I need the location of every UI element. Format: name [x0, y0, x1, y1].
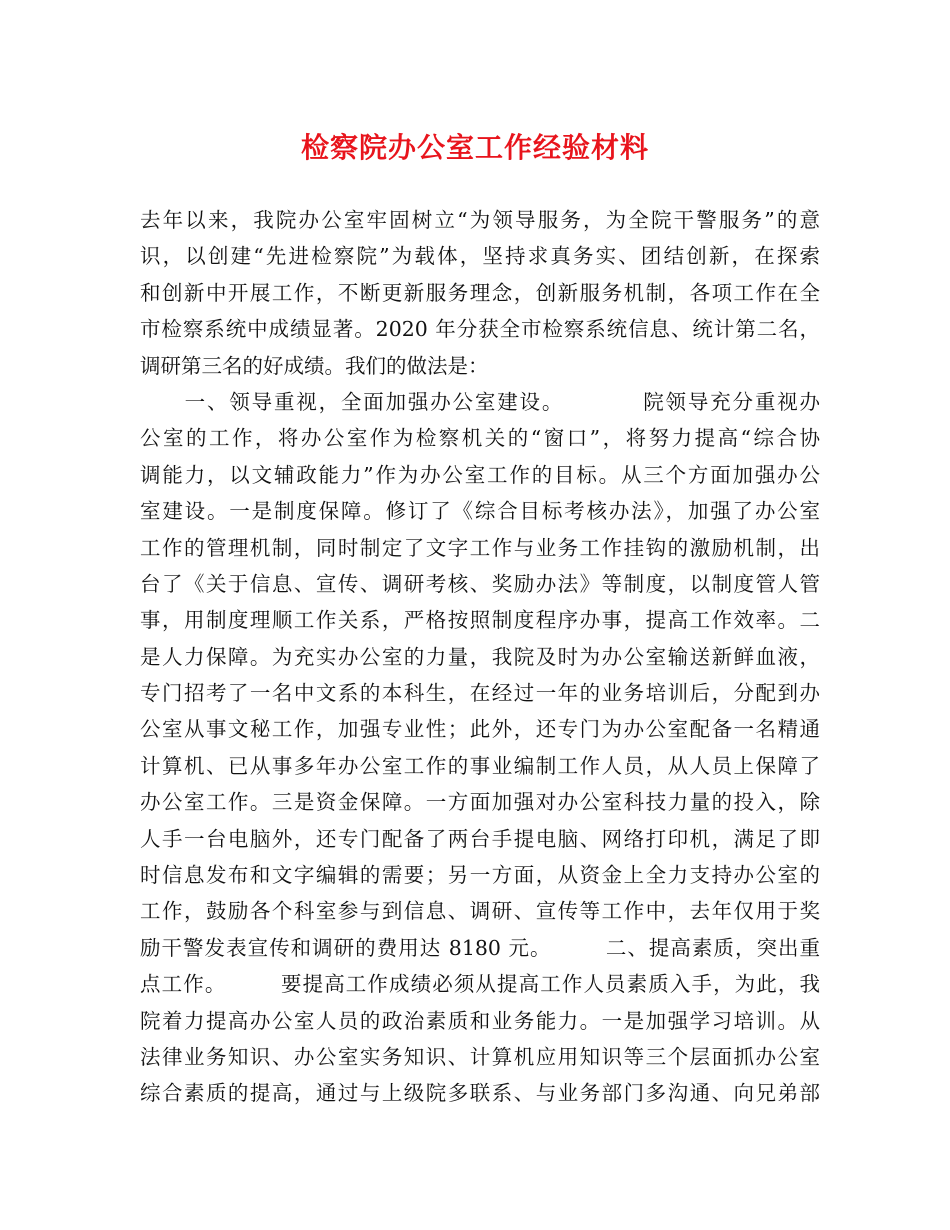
- text-line: 台了《关于信息、宣传、调研考核、奖励办法》等制度，以制度管人管: [140, 571, 820, 596]
- text-line: 人手一台电脑外，还专门配备了两台手提电脑、网络打印机，满足了即: [140, 826, 820, 851]
- text-line: 一、领导重视，全面加强办公室建设。 院领导充分重视办: [140, 389, 820, 414]
- document-title: 检察院办公室工作经验材料: [300, 131, 649, 164]
- text-line: 励干警发表宣传和调研的费用达 8180 元。 二、提高素质，突出重: [140, 935, 820, 960]
- text-line: 识，以创建“先进检察院”为载体，坚持求真务实、团结创新，在探索: [140, 244, 820, 269]
- text-line: 去年以来，我院办公室牢固树立“为领导服务，为全院干警服务”的意: [140, 208, 820, 232]
- text-line: 点工作。 要提高工作成绩必须从提高工作人员素质入手，为此，我: [140, 972, 820, 997]
- text-line: 调研第三名的好成绩。我们的做法是：: [140, 353, 489, 378]
- text-line: 和创新中开展工作，不断更新服务理念，创新服务机制，各项工作在全: [140, 280, 820, 305]
- text-line: 专门招考了一名中文系的本科生，在经过一年的业务培训后，分配到办: [140, 681, 820, 706]
- document-body: [140, 202, 820, 1112]
- text-line: 公室从事文秘工作，加强专业性；此外，还专门为办公室配备一名精通: [140, 717, 820, 742]
- text-line: 室建设。一是制度保障。修订了《综合目标考核办法》，加强了办公室: [140, 499, 820, 524]
- text-line: 院着力提高办公室人员的政治素质和业务能力。一是加强学习培训。从: [140, 1008, 820, 1033]
- text-line: 时信息发布和文字编辑的需要；另一方面，从资金上全力支持办公室的: [140, 863, 820, 888]
- text-line: 法律业务知识、办公室实务知识、计算机应用知识等三个层面抓办公室: [140, 1044, 820, 1069]
- text-line: 工作，鼓励各个科室参与到信息、调研、宣传等工作中，去年仅用于奖: [140, 899, 820, 924]
- text-line: 市检察系统中成绩显著。2020 年分获全市检察系统信息、统计第二名，: [140, 317, 820, 342]
- text-line: 综合素质的提高，通过与上级院多联系、与业务部门多沟通、向兄弟部: [140, 1081, 820, 1106]
- text-line: 办公室工作。三是资金保障。一方面加强对办公室科技力量的投入，除: [140, 790, 820, 815]
- text-line: 事，用制度理顺工作关系，严格按照制度程序办事，提高工作效率。二: [140, 608, 820, 633]
- text-line: 调能力，以文辅政能力”作为办公室工作的目标。从三个方面加强办公: [140, 462, 820, 487]
- text-line: 工作的管理机制，同时制定了文字工作与业务工作挂钩的激励机制，出: [140, 535, 820, 560]
- text-line: 公室的工作，将办公室作为检察机关的“窗口”，将努力提高“综合协: [140, 426, 820, 451]
- text-line: 是人力保障。为充实办公室的力量，我院及时为办公室输送新鲜血液，: [140, 644, 820, 669]
- text-line: 计算机、已从事多年办公室工作的事业编制工作人员，从人员上保障了: [140, 753, 820, 778]
